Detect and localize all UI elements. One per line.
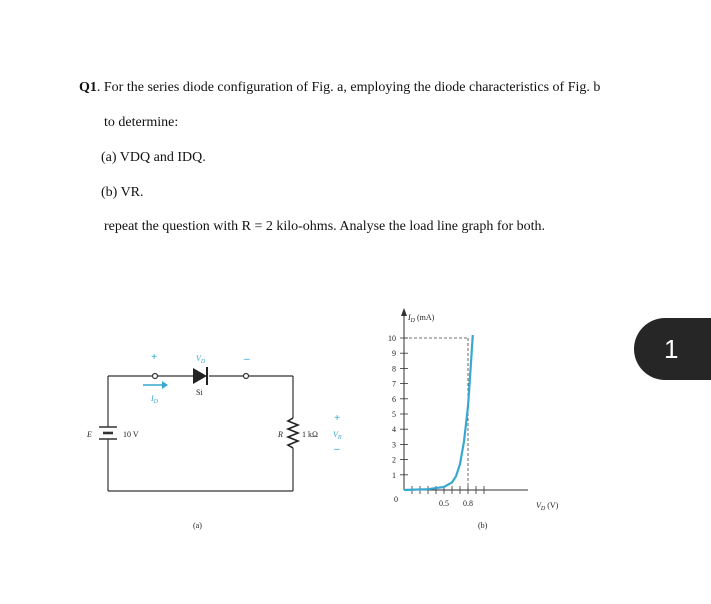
y-tick-label: 9 (392, 349, 396, 359)
y-ticks (388, 334, 408, 480)
question-part-a: (a) VDQ and IDQ. (101, 150, 206, 165)
diode-symbol (193, 367, 207, 385)
diode-voltage-label: $V_D$ (196, 354, 206, 365)
y-tick-label: 5 (392, 410, 396, 419)
diode-characteristic-graph (388, 308, 559, 530)
y-tick-label: 2 (392, 455, 396, 465)
y-tick-label: 10 (388, 334, 396, 343)
resistor-value: 1 kΩ (302, 430, 318, 439)
current-label: $I_D$ (151, 394, 159, 405)
x-tick-label: 0.5 (439, 499, 449, 508)
page-indicator-number: 1 (664, 334, 679, 364)
resistor-plus-sign: + (334, 412, 341, 424)
y-tick-label: 1 (392, 470, 396, 480)
diode-plus-sign: + (151, 351, 158, 363)
source-value: 10 V (123, 430, 139, 439)
x-axis-label: $V_D$ (V) (536, 501, 559, 512)
y-tick-label: 8 (392, 364, 396, 374)
page-indicator-button[interactable] (634, 318, 711, 380)
y-tick-label: 7 (392, 379, 396, 389)
source-label: E (87, 430, 92, 439)
y-axis-label: $I_D$ (mA) (408, 313, 435, 324)
current-arrow (143, 381, 168, 389)
diode-minus-sign: – (244, 353, 250, 365)
question-part-b: (b) VR. (101, 185, 144, 200)
y-axis-arrow (401, 308, 407, 316)
y-tick-label: 4 (392, 425, 396, 435)
y-tick-label: 6 (392, 394, 396, 404)
resistor-label: R (278, 430, 283, 439)
circuit-caption: (a) (193, 521, 202, 530)
resistor-minus-sign: – (334, 443, 340, 455)
resistor-symbol (288, 418, 298, 448)
question-intro: . For the series diode configuration of Fig. a, employing the diode characteristics of Fig. b (96, 80, 601, 95)
graph-caption: (b) (478, 521, 488, 530)
diode-type-label: Si (196, 388, 203, 397)
question-repeat: repeat the question with R = 2 kilo-ohms. Analyse the load line graph for both. (104, 219, 546, 234)
characteristic-curve (404, 335, 473, 490)
origin-label: 0 (394, 495, 398, 504)
x-tick-label: 0.8 (463, 499, 473, 508)
resistor-voltage-label: $V_R$ (333, 430, 342, 441)
question-number: Q1 (79, 80, 97, 95)
y-tick-label: 3 (392, 440, 396, 450)
battery-symbol (99, 427, 117, 439)
question-line-2: to determine: (104, 115, 179, 130)
